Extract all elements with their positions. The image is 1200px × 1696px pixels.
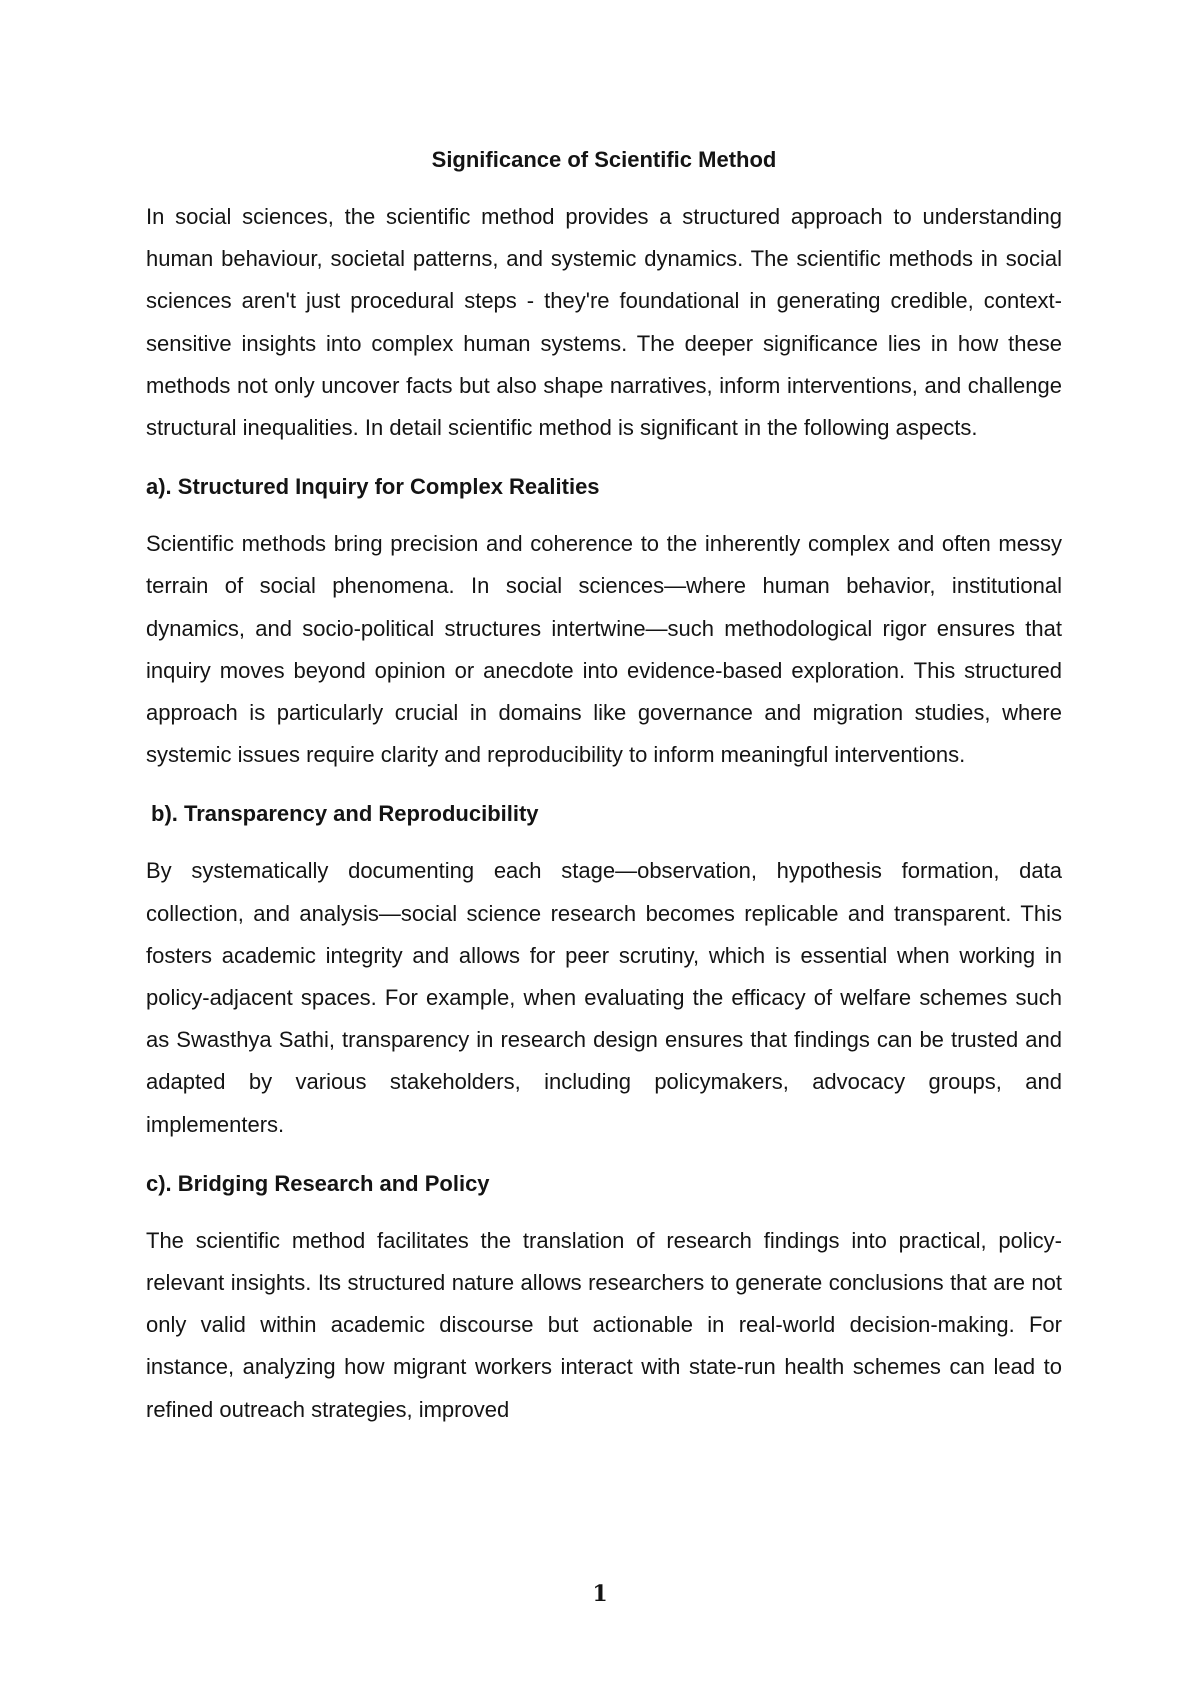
page-content (146, 144, 1062, 1431)
section-heading-bridging-research: c). Bridging Research and Policy (146, 1170, 490, 1196)
document-title: Significance of Scientific Method (431, 147, 777, 172)
section-body-bridging-research: The scientific method facilitates the translation of research findings into practical, policy-relevant insights. Its structured nature allows researchers to generate conclusions that are not only valid within academic discourse but actionable in real-world decision-making. For instance, analyzing how migrant workers interact with state-run health schemes can lead to refined outreach strategies, improved (146, 1227, 1062, 1422)
section-body-structured-inquiry: Scientific methods bring precision and coherence to the inherently complex and often messy terrain of social phenomena. In social sciences—where human behavior, institutional dynamics, and socio-political structures intertwine—such methodological rigor ensures that inquiry moves beyond opinion or anecdote into evidence-based exploration. This structured approach is particularly crucial in domains like governance and migration studies, where systemic issues require clarity and reproducibility to inform meaningful interventions. (146, 531, 1062, 768)
page-number: 1 (592, 1581, 608, 1607)
section-heading-structured-inquiry: a). Structured Inquiry for Complex Realities (146, 474, 600, 500)
intro-paragraph: In social sciences, the scientific method provides a structured approach to understanding human behaviour, societal patterns, and systemic dynamics. The scientific methods in social sciences aren't just procedural steps - they're foundational in generating credible, context-sensitive insights into complex human systems. The deeper significance lies in how these methods not only uncover facts but also shape narratives, inform interventions, and challenge structural inequalities. In detail scientific method is significant in the following aspects. (146, 204, 1062, 441)
section-heading-transparency: b). Transparency and Reproducibility (151, 801, 539, 827)
section-body-transparency: By systematically documenting each stage—observation, hypothesis formation, data collection, and analysis—social science research becomes replicable and transparent. This fosters academic integrity and allows for peer scrutiny, which is essential when working in policy-adjacent spaces. For example, when evaluating the efficacy of welfare schemes such as Swasthya Sathi, transparency in research design ensures that findings can be trusted and adapted by various stakeholders, including policymakers, advocacy groups, and implementers. (146, 858, 1062, 1137)
